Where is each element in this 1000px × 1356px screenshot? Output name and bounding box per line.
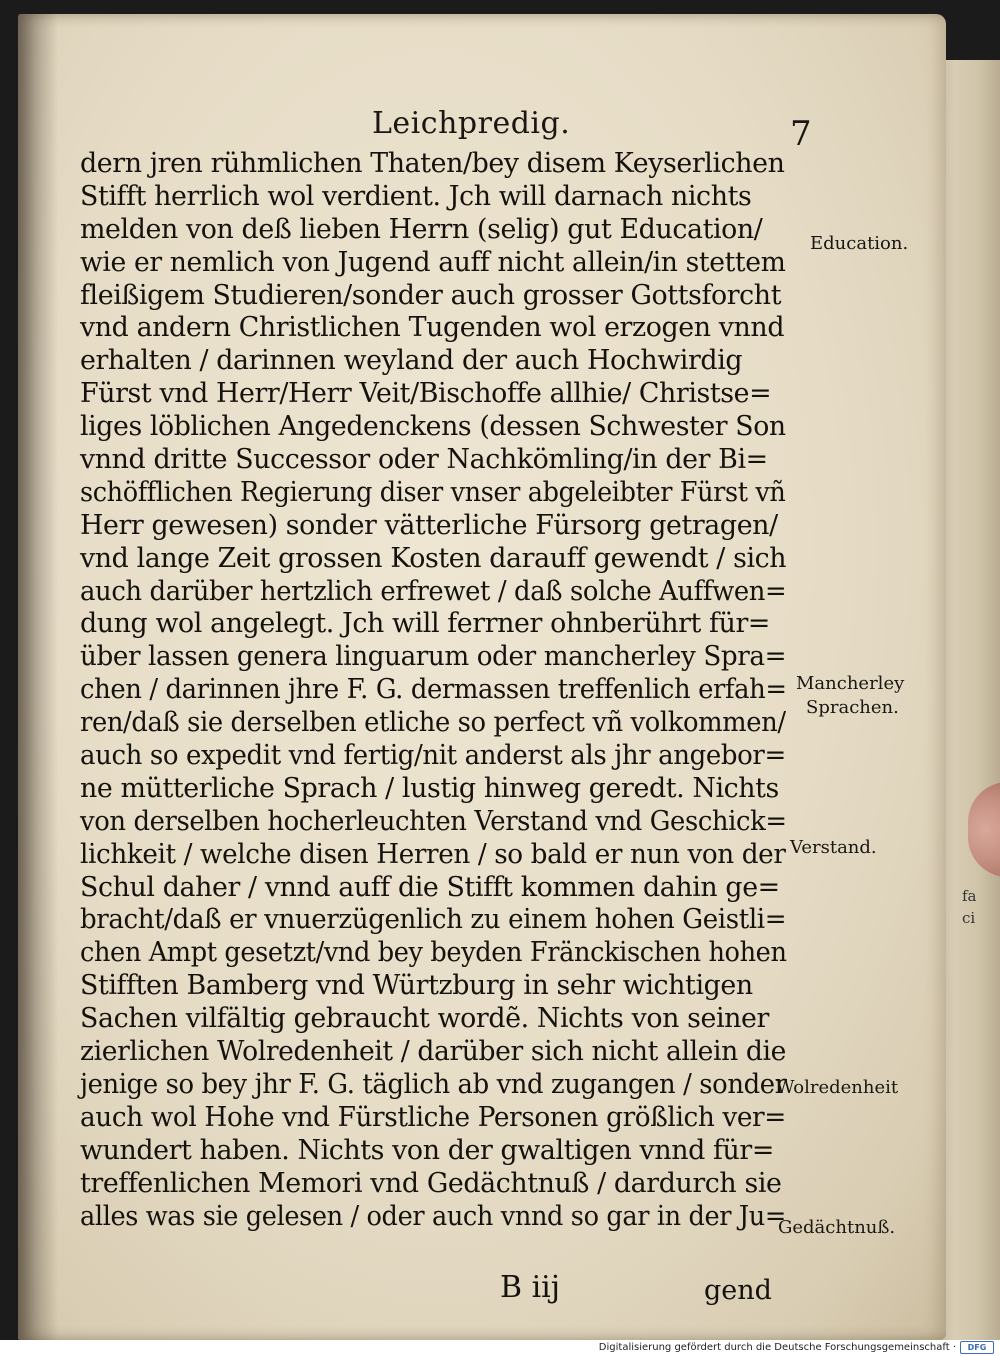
text-line: wundert haben. Nichts von der gwaltigen vnnd für= <box>80 1134 774 1166</box>
text-line: Sachen vilfältig gebraucht wordẽ. Nichts von seiner <box>80 1003 769 1035</box>
text-line: vnnd dritte Successor oder Nachkömling/in der Bi= <box>80 444 768 476</box>
margin-note-sprachen: Sprachen. <box>806 697 899 718</box>
text-line: ren/daß sie derselben etliche so perfect vñ volkommen/ <box>80 707 786 739</box>
text-line: erhalten / darinnen weyland der auch Hochwirdig <box>80 345 743 377</box>
text-line: Herr gewesen) sonder vätterliche Fürsorg getragen/ <box>80 509 778 541</box>
text-line: über lassen genera linguarum oder mancherley Spra= <box>80 641 787 673</box>
text-line: fleißigem Studieren/sonder auch grosser Gottsforcht <box>80 279 782 311</box>
signature-mark: B iij <box>500 1270 561 1305</box>
running-head: Leichpredig. <box>372 106 571 141</box>
catchword: gend <box>704 1275 772 1306</box>
body-text <box>80 148 790 1233</box>
text-line: auch wol Hohe vnd Fürstliche Personen größlich ver= <box>80 1101 786 1133</box>
margin-note-wolredenheit: Wolredenheit <box>776 1077 899 1098</box>
footer-credit: Digitalisierung gefördert durch die Deutsche Forschungsgemeinschaft · <box>598 1342 956 1353</box>
text-line: melden von deß lieben Herrn (selig) gut Education/ <box>80 213 763 245</box>
text-line: lichkeit / welche disen Herren / so bald er nun von der <box>80 838 786 870</box>
text-line: chen / darinnen jhre F. G. dermassen treffenlich erfah= <box>80 674 787 706</box>
margin-note-gedaechtnuss: Gedächtnuß. <box>778 1217 896 1238</box>
text-line: vnd lange Zeit grossen Kosten darauff gewendt / sich <box>80 542 787 574</box>
text-line: bracht/daß er vnuerzügenlich zu einem hohen Geistli= <box>80 904 787 936</box>
page-number: 7 <box>790 114 812 154</box>
spine-shadow <box>18 14 58 1340</box>
text-line: jenige so bey jhr F. G. täglich ab vnd zugangen / sonder <box>80 1068 787 1100</box>
text-line: vnd andern Christlichen Tugenden wol erzogen vnnd <box>80 312 785 344</box>
edge-fragment-1: fa <box>962 887 977 905</box>
text-line: dung wol angelegt. Jch will ferrner ohnberührt für= <box>80 608 771 640</box>
margin-note-verstand: Verstand. <box>790 837 877 858</box>
text-line: auch so expedit vnd fertig/nit anderst als jhr angebor= <box>80 740 786 772</box>
text-line: dern jren rühmlichen Thaten/bey disem Keyserlichen <box>80 148 785 179</box>
text-line: auch darüber hertzlich erfrewet / daß solche Auffwen= <box>80 575 787 607</box>
text-line: zierlichen Wolredenheit / darüber sich nicht allein die <box>80 1036 787 1068</box>
text-line: Stifften Bamberg vnd Würtzburg in sehr wichtigen <box>80 970 753 1002</box>
text-line: treffenlichen Memori vnd Gedächtnuß / dardurch sie <box>80 1167 782 1199</box>
text-line: liges löblichen Angedenckens (dessen Schwester Son <box>80 411 786 443</box>
text-line: schöfflichen Regierung diser vnser abgeleibter Fürst vñ <box>80 476 786 508</box>
dfg-logo: DFG <box>960 1341 994 1354</box>
edge-fragment-2: ci <box>962 909 976 927</box>
text-line: ne mütterliche Sprach / lustig hinweg geredt. Nichts <box>80 772 779 804</box>
text-line: wie er nemlich von Jugend auff nicht allein/in stettem <box>80 246 786 278</box>
margin-note-education: Education. <box>810 233 909 254</box>
text-line: Schul daher / vnnd auff die Stifft kommen dahin ge= <box>80 871 780 903</box>
text-line: Fürst vnd Herr/Herr Veit/Bischoffe allhie/ Christse= <box>80 378 772 410</box>
margin-note-mancherley: Mancherley <box>796 673 905 694</box>
text-line: alles was sie gelesen / oder auch vnnd so gar in der Ju= <box>80 1200 786 1232</box>
text-line: Stifft herrlich wol verdient. Jch will darnach nichts <box>80 180 752 212</box>
text-line: chen Ampt gesetzt/vnd bey beyden Fränckischen hohen <box>80 937 787 969</box>
text-line: von derselben hocherleuchten Verstand vnd Geschick= <box>80 805 787 837</box>
